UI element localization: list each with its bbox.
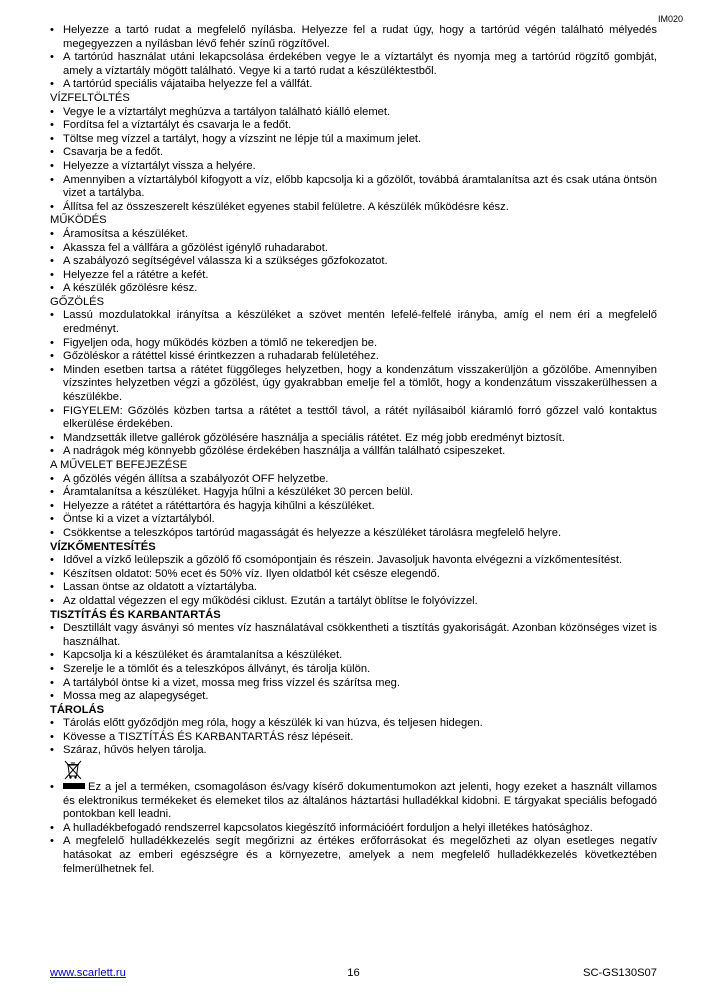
list-item: • Figyeljen oda, hogy működés közben a tömlő ne tekeredjen be. <box>50 337 657 351</box>
list-item: • A tartórúd használat utáni lekapcsolása érdekében vegye le a víztartályt és nyomja meg a tartórúd rögzítő gombját, amely a víztartály mögött található. Vegye ki a tartó rudat a készüléktestből. <box>50 51 657 78</box>
list-item: • Akassza fel a vállfára a gőzölést igénylő ruhadarabot. <box>50 242 657 256</box>
list-item: • Készítsen oldatot: 50% ecet és 50% víz. Ilyen oldatból két csésze elegendő. <box>50 568 657 582</box>
page-number: 16 <box>347 967 360 979</box>
list-item: • Mossa meg az alapegységet. <box>50 690 657 704</box>
model-number: SC-GS130S07 <box>582 967 657 979</box>
list-item: • Száraz, hűvös helyen tárolja. <box>50 744 657 758</box>
crossed-out-wheelie-bin-icon <box>64 760 82 780</box>
section-heading: MŰKÖDÉS <box>50 214 107 227</box>
section-heading: GŐZÖLÉS <box>50 295 105 308</box>
list-item: • Helyezze a tartó rudat a megfelelő nyílásba. Helyezze fel a rudat úgy, hogy a tartórúd végén található mélyedés megegyezzen a nyílásban lévő fehér színű rögzítővel. <box>50 24 657 51</box>
disposal-text: Ez a jel a terméken, csomagoláson és/vagy kísérő dokumentumokon azt jelenti, hogy ezeket a használt villamos és elektronikus termékeket és elemeket tilos az általános háztartási hulladékkal kidobni. E tárgyakat speciális befogadó pontokban kell leadni. <box>63 781 657 821</box>
list-item: • Öntse ki a vizet a víztartályból. <box>50 513 657 527</box>
list-item: • Állítsa fel az összeszerelt készüléket egyenes stabil felületre. A készülék működésre kész. <box>50 201 657 215</box>
list-item: • Az oldattal végezzen el egy működési ciklust. Ezután a tartályt öblítse le folyóvízzel. <box>50 595 657 609</box>
list-item: • Töltse meg vízzel a tartályt, hogy a vízszint ne lépje túl a maximum jelet. <box>50 133 657 147</box>
disposal-item: • A hulladékbefogadó rendszerrel kapcsolatos kiegészítő információért forduljon a helyi illetékes hatósághoz. <box>50 822 657 836</box>
list-item: • Helyezze a rátétet a rátéttartóra és hagyja kihűlni a készüléket. <box>50 500 657 514</box>
disposal-item: • A megfelelő hulladékkezelés segít megőrizni az értékes erőforrásokat és megelőzheti az olyan esetleges negatív hatásokat az emberi egészségre és a környezetre, amelyek a nem megfelelő hulladékkezelés következtében felmerülhetnek fel. <box>50 835 657 876</box>
disposal-item <box>50 781 657 822</box>
website-link[interactable]: www.scarlett.ru <box>50 967 126 979</box>
black-bar-icon <box>63 783 85 789</box>
list-item: • Szerelje le a tömlőt és a teleszkópos állványt, és tárolja külön. <box>50 663 657 677</box>
list-item: • Tárolás előtt győződjön meg róla, hogy a készülék ki van húzva, és teljesen hidegen. <box>50 717 657 731</box>
list-item: • Amennyiben a víztartályból kifogyott a víz, előbb kapcsolja ki a gőzölőt, továbbá áramtalanítsa azt és csak utána öntsön vizet a tartályba. <box>50 174 657 201</box>
list-item: • Áramtalanítsa a készüléket. Hagyja hűlni a készüléket 30 percen belül. <box>50 486 657 500</box>
list-item: • Helyezze fel a rátétre a kefét. <box>50 269 657 283</box>
list-item: • A készülék gőzölésre kész. <box>50 282 657 296</box>
list-item: • Mandzsetták illetve gallérok gőzölésére használja a speciális rátétet. Ez még jobb eredményt biztosít. <box>50 432 657 446</box>
list-item: • Kapcsolja ki a készüléket és áramtalanítsa a készüléket. <box>50 649 657 663</box>
list-item: • Lassú mozdulatokkal irányítsa a készüléket a szövet mentén lefelé-felfelé irányba, amíg el nem éri a megfelelő eredményt. <box>50 309 657 336</box>
section-heading: VÍZFELTÖLTÉS <box>50 91 130 104</box>
manual-content <box>50 24 657 876</box>
list-item: • A nadrágok még könnyebb gőzölése érdekében használja a vállfán található csipeszeket. <box>50 445 657 459</box>
list-item: • A szabályozó segítségével válassza ki a szükséges gőzfokozatot. <box>50 255 657 269</box>
list-item: • Helyezze a víztartályt vissza a helyére. <box>50 160 657 174</box>
list-item: • A tartályból öntse ki a vizet, mossa meg friss vízzel és szárítsa meg. <box>50 677 657 691</box>
list-item: • Csavarja be a fedőt. <box>50 146 657 160</box>
list-item: • A gőzölés végén állítsa a szabályozót OFF helyzetbe. <box>50 473 657 487</box>
list-item: • Vegye le a víztartályt meghúzva a tartályon található kiálló elemet. <box>50 106 657 120</box>
list-item: • Áramosítsa a készüléket. <box>50 228 657 242</box>
list-item: • Kövesse a TISZTÍTÁS ÉS KARBANTARTÁS rész lépéseit. <box>50 731 657 745</box>
section-heading: VÍZKŐMENTESÍTÉS <box>50 540 156 553</box>
section-heading: TISZTÍTÁS ÉS KARBANTARTÁS <box>50 608 221 621</box>
list-item: • Csökkentse a teleszkópos tartórúd magasságát és helyezze a készüléket tárolásra megfelelő helyre. <box>50 527 657 541</box>
list-item: • Fordítsa fel a víztartályt és csavarja le a fedőt. <box>50 119 657 133</box>
model-code: IM020 <box>657 14 683 24</box>
section-heading: A MŰVELET BEFEJEZÉSE <box>50 459 188 471</box>
list-item: • A tartórúd speciális vájataiba helyezze fel a vállfát. <box>50 78 657 92</box>
list-item: • Minden esetben tartsa a rátétet függőleges helyzetben, hogy a kondenzátum visszakerüljön a gőzölőbe. Amennyiben vízszintes helyzetben végzi a gőzölést, úgy gyakrabban emelje fel a tömlőt, hogy a kondenzátum visszakerülhessen a készülékbe. <box>50 364 657 405</box>
list-item: • Lassan öntse az oldatott a víztartályba. <box>50 581 657 595</box>
list-item: • Idővel a vízkő leülepszik a gőzölő fő csomópontjain és részein. Javasoljuk havonta elvégezni a vízkőmentesítést. <box>50 554 657 568</box>
list-item: • Gőzöléskor a rátéttel kissé érintkezzen a ruhadarab felületéhez. <box>50 350 657 364</box>
list-item: • FIGYELEM: Gőzölés közben tartsa a rátétet a testtől távol, a rátét nyílásaiból kiáramló forró gőzzel való kontaktus elkerülése érdekében. <box>50 405 657 432</box>
section-heading: TÁROLÁS <box>50 703 105 716</box>
list-item: • Desztillált vagy ásványi só mentes víz használatával csökkentheti a tisztítás gyakoriságát. Azonban közönséges vizet is használhat. <box>50 622 657 649</box>
